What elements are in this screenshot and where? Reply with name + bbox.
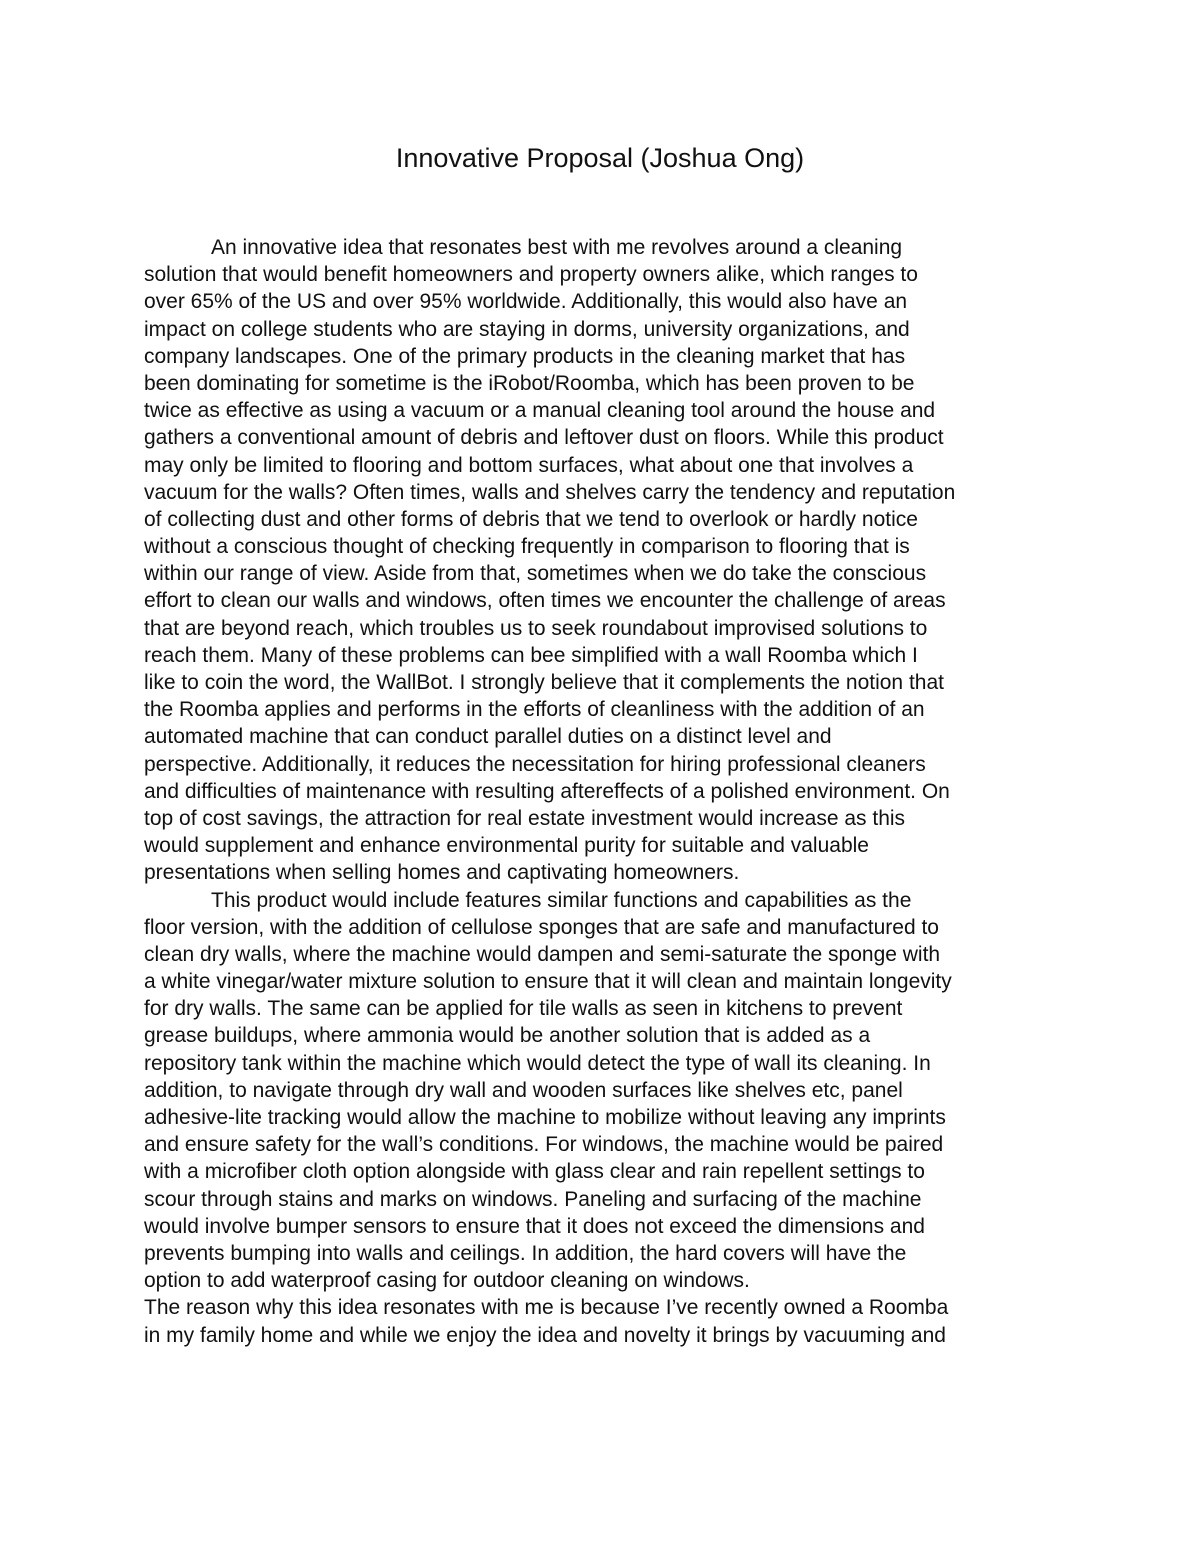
body-line: top of cost savings, the attraction for real estate investment would increase as this [144, 806, 906, 830]
body-line: grease buildups, where ammonia would be another solution that is added as a [144, 1024, 871, 1048]
body-line: in my family home and while we enjoy the idea and novelty it brings by vacuuming and [144, 1323, 946, 1347]
body-line: and ensure safety for the wall’s conditions. For windows, the machine would be paired [144, 1133, 944, 1157]
body-line: option to add waterproof casing for outdoor cleaning on windows. [144, 1269, 750, 1293]
body-line: been dominating for sometime is the iRobot/Roomba, which has been proven to be [144, 371, 915, 395]
body-line: floor version, with the addition of cellulose sponges that are safe and manufactured to [144, 915, 939, 939]
body-line: company landscapes. One of the primary products in the cleaning market that has [144, 344, 906, 368]
body-line: prevents bumping into walls and ceilings. In addition, the hard covers will have the [144, 1241, 907, 1265]
body-line: solution that would benefit homeowners and property owners alike, which ranges to [144, 263, 918, 287]
document-body [144, 234, 1064, 1349]
body-line: automated machine that can conduct parallel duties on a distinct level and [144, 725, 832, 749]
body-line: that are beyond reach, which troubles us to seek roundabout improvised solutions to [144, 616, 928, 640]
body-line: a white vinegar/water mixture solution to ensure that it will clean and maintain longevity [144, 970, 952, 994]
body-line: addition, to navigate through dry wall and wooden surfaces like shelves etc, panel [144, 1078, 903, 1102]
body-line: scour through stains and marks on windows. Paneling and surfacing of the machine [144, 1187, 922, 1211]
body-line: without a conscious thought of checking frequently in comparison to flooring that is [144, 535, 910, 559]
body-line: within our range of view. Aside from that, sometimes when we do take the conscious [144, 562, 927, 586]
body-line: vacuum for the walls? Often times, walls and shelves carry the tendency and reputation [144, 480, 956, 504]
body-line: This product would include features similar functions and capabilities as the [211, 888, 912, 912]
body-line: gathers a conventional amount of debris and leftover dust on floors. While this product [144, 426, 944, 450]
body-line: clean dry walls, where the machine would dampen and semi-saturate the sponge with [144, 942, 941, 966]
body-line: of collecting dust and other forms of debris that we tend to overlook or hardly notice [144, 507, 918, 531]
body-line: like to coin the word, the WallBot. I strongly believe that it complements the notion that [144, 671, 944, 694]
document-title: Innovative Proposal (Joshua Ong) [395, 143, 805, 173]
body-line: the Roomba applies and performs in the efforts of cleanliness with the addition of an [144, 698, 925, 722]
body-line: for dry walls. The same can be applied for tile walls as seen in kitchens to prevent [144, 997, 903, 1021]
body-line: impact on college students who are staying in dorms, university organizations, and [144, 317, 910, 341]
body-line: The reason why this idea resonates with me is because I’ve recently owned a Roomba [144, 1296, 949, 1320]
body-line: would supplement and enhance environmental purity for suitable and valuable [144, 834, 869, 858]
body-line: repository tank within the machine which would detect the type of wall its cleaning. In [144, 1051, 931, 1075]
body-line: effort to clean our walls and windows, often times we encounter the challenge of areas [144, 589, 946, 613]
body-line: presentations when selling homes and captivating homeowners. [144, 861, 740, 885]
body-line: perspective. Additionally, it reduces the necessitation for hiring professional cleaners [144, 752, 926, 776]
body-line: may only be limited to flooring and bottom surfaces, what about one that involves a [144, 453, 914, 477]
body-line: An innovative idea that resonates best with me revolves around a cleaning [211, 236, 903, 259]
body-line: over 65% of the US and over 95% worldwide. Additionally, this would also have an [144, 290, 908, 314]
body-line: would involve bumper sensors to ensure that it does not exceed the dimensions and [144, 1214, 925, 1238]
body-line: with a microfiber cloth option alongside with glass clear and rain repellent settings to [144, 1160, 925, 1184]
body-line: reach them. Many of these problems can bee simplified with a wall Roomba which I [144, 643, 918, 667]
body-line: adhesive-lite tracking would allow the machine to mobilize without leaving any imprints [144, 1106, 946, 1129]
body-line: twice as effective as using a vacuum or a manual cleaning tool around the house and [144, 399, 936, 423]
body-line: and difficulties of maintenance with resulting aftereffects of a polished environment. On [144, 779, 950, 803]
